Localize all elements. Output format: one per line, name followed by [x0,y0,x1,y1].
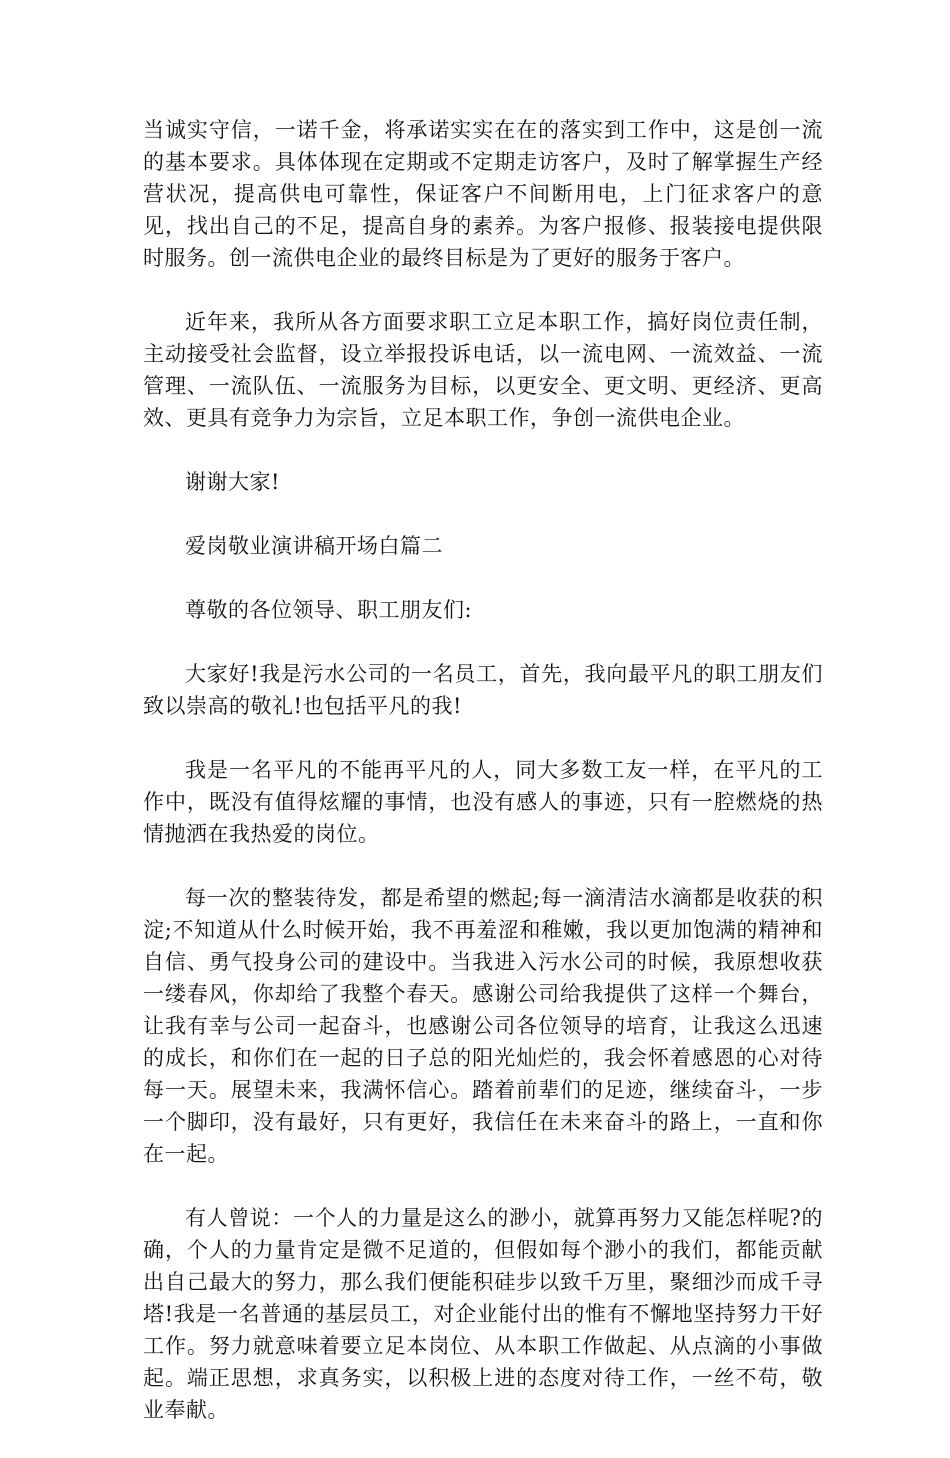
section-heading: 爱岗敬业演讲稿开场白篇二 [185,534,443,558]
paragraph-1: 当诚实守信，一诺千金，将承诺实实在在的落实到工作中，这是创一流的基本要求。具体体现在定期或不定期走访客户，及时了解掌握生产经营状况，提高供电可靠性，保证客户不间断用电，上门征求客户的意见，找出自己的不足，提高自身的素养。为客户报修、报装接电提供限时服务。创一流供电企业的最终目标是为了更好的服务于客户。 [143,118,823,270]
paragraph-greeting: 大家好!我是污水公司的一名员工，首先，我向最平凡的职工朋友们致以崇高的敬礼!也包括平凡的我! [143,662,823,718]
closing-thanks: 谢谢大家! [185,470,280,494]
paragraph-effort: 有人曾说：一个人的力量是这么的渺小，就算再努力又能怎样呢?的确，个人的力量肯定是微不足道的，但假如每个渺小的我们，都能贡献出自己最大的努力，那么我们便能积硅步以致千万里，聚细沙而成千寻塔!我是一名普通的基层员工，对企业能付出的惟有不懈地坚持努力干好工作。努力就意味着要立足本岗位、从本职工作做起、从点滴的小事做起。端正思想，求真务实，以积极上进的态度对待工作，一丝不苟，敬业奉献。 [143,1206,823,1422]
paragraph-growth: 每一次的整装待发，都是希望的燃起;每一滴清洁水滴都是收获的积淀;不知道从什么时候开始，我不再羞涩和稚嫩，我以更加饱满的精神和自信、勇气投身公司的建设中。当我进入污水公司的时候，我原想收获一缕春风，你却给了我整个春天。感谢公司给我提供了这样一个舞台，让我有幸与公司一起奋斗，也感谢公司各位领导的培育，让我这么迅速的成长，和你们在一起的日子总的阳光灿烂的，我会怀着感恩的心对待每一天。展望未来，我满怀信心。踏着前辈们的足迹，继续奋斗，一步一个脚印，没有最好，只有更好，我信任在未来奋斗的路上，一直和你在一起。 [143,886,823,1166]
paragraph-2: 近年来，我所从各方面要求职工立足本职工作，搞好岗位责任制，主动接受社会监督，设立举报投诉电话，以一流电网、一流效益、一流管理、一流队伍、一流服务为目标，以更安全、更文明、更经济、更高效、更具有竞争力为宗旨，立足本职工作，争创一流供电企业。 [143,310,823,430]
document-body [143,114,823,1458]
paragraph-ordinary: 我是一名平凡的不能再平凡的人，同大多数工友一样，在平凡的工作中，既没有值得炫耀的事情，也没有感人的事迹，只有一腔燃烧的热情抛洒在我热爱的岗位。 [143,758,823,846]
salutation: 尊敬的各位领导、职工朋友们: [185,598,473,622]
